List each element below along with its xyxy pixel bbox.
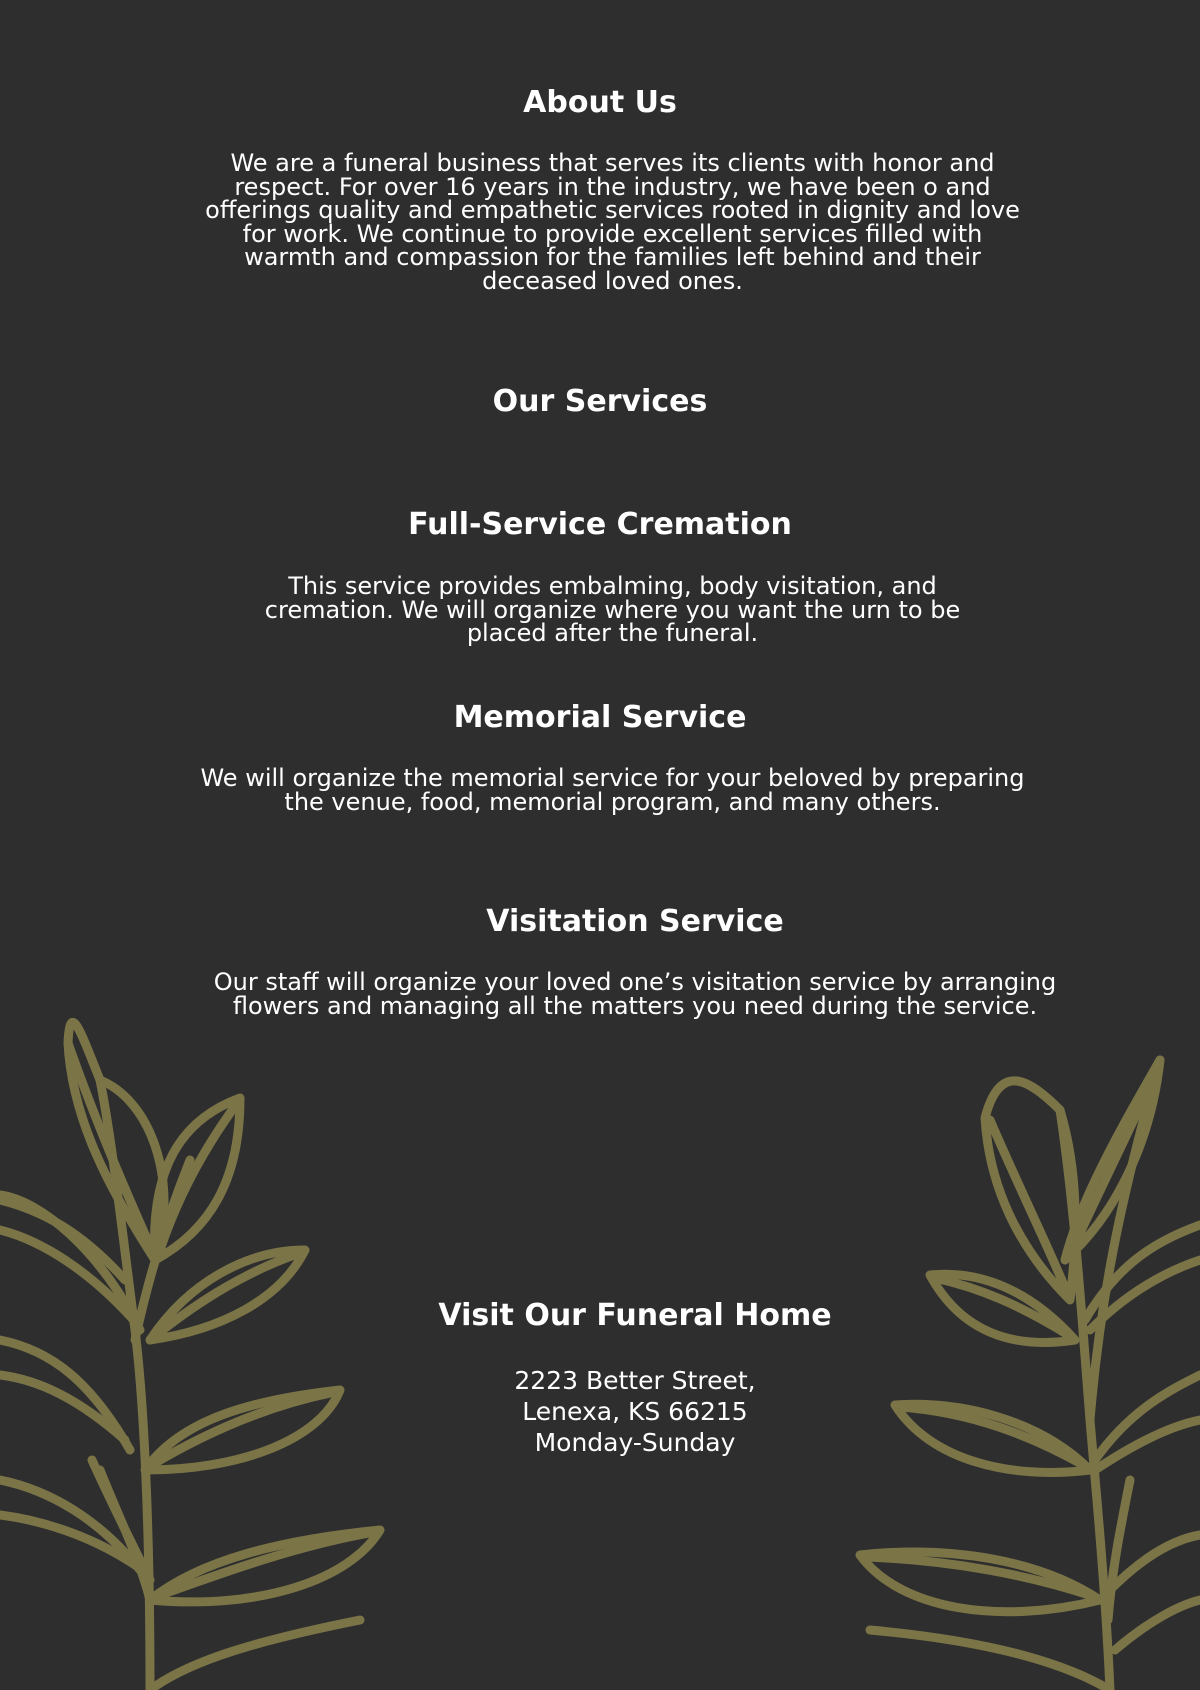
service-title-memorial: Memorial Service — [453, 700, 747, 735]
service-title-visitation: Visitation Service — [486, 904, 784, 939]
service-body-visitation: Our staff will organize your loved one’s visitation service by arranging flowers and managing all the matters you need during the service. — [213, 968, 1057, 1020]
about-body: We are a funeral business that serves its clients with honor and respect. For over 16 years in the industry, we have been o and offerings quality and empathetic services rooted in dignity and love for work. We continue to provide excellent services filled with warmth and compassion for the families left behind and their deceased loved ones. — [205, 149, 1020, 295]
visit-title: Visit Our Funeral Home — [438, 1298, 832, 1333]
visit-hours: Monday-Sunday — [534, 1428, 736, 1457]
left-leaf-branch — [0, 1022, 380, 1690]
services-title: Our Services — [492, 384, 708, 419]
service-body-memorial: We will organize the memorial service for your beloved by preparing the venue, food, memorial program, and many others. — [200, 764, 1025, 816]
visit-address-line-2: Lenexa, KS 66215 — [522, 1397, 748, 1426]
visit-address-line-1: 2223 Better Street, — [514, 1366, 756, 1395]
service-title-cremation: Full-Service Cremation — [408, 507, 792, 542]
about-title: About Us — [523, 85, 677, 120]
service-body-cremation: This service provides embalming, body visitation, and cremation. We will organize where you want the urn to be placed after the funeral. — [264, 572, 961, 647]
